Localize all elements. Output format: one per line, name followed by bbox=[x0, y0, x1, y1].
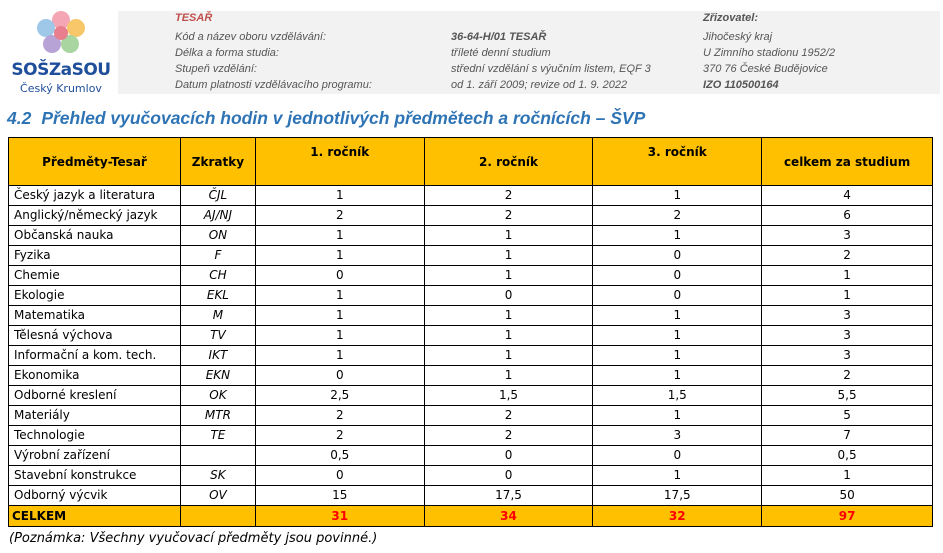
table-row bbox=[9, 186, 933, 206]
cell-subject: Materiály bbox=[9, 406, 181, 426]
cell-year1: 1 bbox=[255, 326, 424, 346]
cell-abbr: ČJL bbox=[180, 186, 255, 206]
info-label-level: Stupeň vzdělání: bbox=[175, 63, 257, 75]
cell-year2: 2 bbox=[424, 426, 593, 446]
cell-year2: 1 bbox=[424, 266, 593, 286]
info-value-validity: od 1. září 2009; revize od 1. 9. 2022 bbox=[451, 79, 628, 91]
cell-year3: 0 bbox=[593, 266, 762, 286]
logo-text-school: SOŠZaSOU bbox=[11, 60, 111, 80]
founder-label: Zřizovatel: bbox=[703, 12, 759, 24]
cell-year3: 3 bbox=[593, 426, 762, 446]
info-value-level: střední vzdělání s výučním listem, EQF 3 bbox=[451, 63, 651, 75]
cell-year1: 0 bbox=[255, 266, 424, 286]
table-row bbox=[9, 366, 933, 386]
cell-abbr: TV bbox=[180, 326, 255, 346]
cell-year1: 2 bbox=[255, 426, 424, 446]
cell-year2: 1,5 bbox=[424, 386, 593, 406]
cell-total: 2 bbox=[762, 246, 933, 266]
total-cell-abbr bbox=[180, 506, 255, 527]
cell-year3: 1 bbox=[593, 366, 762, 386]
cell-abbr: OK bbox=[180, 386, 255, 406]
cell-year3: 1 bbox=[593, 326, 762, 346]
cell-year3: 17,5 bbox=[593, 486, 762, 506]
cell-abbr: OV bbox=[180, 486, 255, 506]
table-row bbox=[9, 466, 933, 486]
cell-year2: 2 bbox=[424, 186, 593, 206]
cell-subject: Výrobní zařízení bbox=[9, 446, 181, 466]
table-header-row bbox=[9, 138, 933, 186]
cell-total: 3 bbox=[762, 346, 933, 366]
table-row bbox=[9, 426, 933, 446]
table-row bbox=[9, 306, 933, 326]
cell-year2: 2 bbox=[424, 406, 593, 426]
table-row bbox=[9, 326, 933, 346]
cell-total: 1 bbox=[762, 266, 933, 286]
cell-year2: 1 bbox=[424, 326, 593, 346]
cell-year1: 1 bbox=[255, 346, 424, 366]
cell-total: 1 bbox=[762, 286, 933, 306]
cell-total: 6 bbox=[762, 206, 933, 226]
cell-year3: 1 bbox=[593, 346, 762, 366]
cell-subject: Ekonomika bbox=[9, 366, 181, 386]
total-cell-year3: 32 bbox=[593, 506, 762, 527]
cell-year1: 1 bbox=[255, 306, 424, 326]
table-row bbox=[9, 446, 933, 466]
cell-total: 2 bbox=[762, 366, 933, 386]
cell-year2: 0 bbox=[424, 446, 593, 466]
footnote: (Poznámka: Všechny vyučovací předměty jsou povinné.) bbox=[9, 531, 378, 546]
cell-abbr: M bbox=[180, 306, 255, 326]
table-row bbox=[9, 246, 933, 266]
info-value-code: 36-64-H/01 TESAŘ bbox=[451, 31, 547, 43]
cell-year3: 0 bbox=[593, 286, 762, 306]
cell-year3: 1 bbox=[593, 306, 762, 326]
cell-subject: Informační a kom. tech. bbox=[9, 346, 181, 366]
cell-year3: 0 bbox=[593, 246, 762, 266]
cell-subject: Český jazyk a literatura bbox=[9, 186, 181, 206]
cell-year3: 1 bbox=[593, 226, 762, 246]
cell-abbr: IKT bbox=[180, 346, 255, 366]
cell-year1: 2,5 bbox=[255, 386, 424, 406]
table-row bbox=[9, 286, 933, 306]
cell-abbr: MTR bbox=[180, 406, 255, 426]
cell-subject: Stavební konstrukce bbox=[9, 466, 181, 486]
founder-city: 370 76 České Budějovice bbox=[703, 63, 828, 75]
total-cell-total: 97 bbox=[762, 506, 933, 527]
cell-year3: 1 bbox=[593, 186, 762, 206]
cell-year3: 1 bbox=[593, 466, 762, 486]
cell-total: 50 bbox=[762, 486, 933, 506]
col-header-abbr: Zkratky bbox=[180, 138, 255, 186]
cell-year2: 2 bbox=[424, 206, 593, 226]
section-title: Přehled vyučovacích hodin v jednotlivých předmětech a ročnících – ŠVP bbox=[41, 108, 646, 128]
cell-year1: 0 bbox=[255, 366, 424, 386]
cell-subject: Fyzika bbox=[9, 246, 181, 266]
cell-year1: 2 bbox=[255, 206, 424, 226]
cell-year1: 0,5 bbox=[255, 446, 424, 466]
total-cell-year1: 31 bbox=[255, 506, 424, 527]
cell-subject: Chemie bbox=[9, 266, 181, 286]
founder-izo: IZO 110500164 bbox=[703, 79, 779, 91]
cell-total: 7 bbox=[762, 426, 933, 446]
cell-abbr: AJ/NJ bbox=[180, 206, 255, 226]
cell-year2: 0 bbox=[424, 466, 593, 486]
info-label-validity: Datum platnosti vzdělávacího programu: bbox=[175, 79, 372, 91]
program-title: TESAŘ bbox=[175, 12, 213, 24]
cell-total: 4 bbox=[762, 186, 933, 206]
col-header-year3: 3. ročník bbox=[593, 138, 762, 186]
cell-year1: 1 bbox=[255, 286, 424, 306]
col-header-subject: Předměty-Tesař bbox=[9, 138, 181, 186]
info-label-code: Kód a název oboru vzdělávání: bbox=[175, 31, 327, 43]
cell-total: 3 bbox=[762, 226, 933, 246]
cell-year2: 0 bbox=[424, 286, 593, 306]
table-row bbox=[9, 486, 933, 506]
cell-total: 3 bbox=[762, 326, 933, 346]
logo-text-town: Český Krumlov bbox=[20, 82, 102, 95]
cell-year3: 0 bbox=[593, 446, 762, 466]
col-header-year2: 2. ročník bbox=[424, 138, 593, 186]
cell-total: 0,5 bbox=[762, 446, 933, 466]
cell-subject: Ekologie bbox=[9, 286, 181, 306]
table-total-row bbox=[9, 506, 933, 527]
cell-subject: Odborný výcvik bbox=[9, 486, 181, 506]
cell-year1: 2 bbox=[255, 406, 424, 426]
cell-year2: 1 bbox=[424, 246, 593, 266]
cell-total: 5 bbox=[762, 406, 933, 426]
info-label-length: Délka a forma studia: bbox=[175, 47, 279, 59]
table-row bbox=[9, 406, 933, 426]
cell-subject: Matematika bbox=[9, 306, 181, 326]
logo-flower-icon bbox=[30, 8, 92, 60]
cell-abbr: EKL bbox=[180, 286, 255, 306]
cell-year2: 1 bbox=[424, 226, 593, 246]
hours-table bbox=[8, 137, 933, 527]
cell-year1: 0 bbox=[255, 466, 424, 486]
cell-year1: 1 bbox=[255, 186, 424, 206]
cell-subject: Odborné kreslení bbox=[9, 386, 181, 406]
cell-year2: 1 bbox=[424, 346, 593, 366]
cell-subject: Anglický/německý jazyk bbox=[9, 206, 181, 226]
table-row bbox=[9, 346, 933, 366]
cell-abbr: TE bbox=[180, 426, 255, 446]
founder-name: Jihočeský kraj bbox=[703, 31, 773, 43]
school-logo bbox=[10, 8, 112, 94]
founder-street: U Zimního stadionu 1952/2 bbox=[703, 47, 836, 59]
cell-year2: 1 bbox=[424, 366, 593, 386]
table-row bbox=[9, 386, 933, 406]
cell-abbr: F bbox=[180, 246, 255, 266]
cell-year2: 1 bbox=[424, 306, 593, 326]
cell-year3: 2 bbox=[593, 206, 762, 226]
info-value-length: tříleté denní studium bbox=[451, 47, 551, 59]
program-info-box bbox=[118, 11, 940, 94]
table-row bbox=[9, 226, 933, 246]
cell-abbr: EKN bbox=[180, 366, 255, 386]
cell-abbr bbox=[180, 446, 255, 466]
col-header-year1: 1. ročník bbox=[255, 138, 424, 186]
cell-total: 5,5 bbox=[762, 386, 933, 406]
cell-year1: 1 bbox=[255, 246, 424, 266]
cell-total: 1 bbox=[762, 466, 933, 486]
total-cell-year2: 34 bbox=[424, 506, 593, 527]
cell-subject: Technologie bbox=[9, 426, 181, 446]
cell-year2: 17,5 bbox=[424, 486, 593, 506]
cell-abbr: ON bbox=[180, 226, 255, 246]
cell-subject: Tělesná výchova bbox=[9, 326, 181, 346]
table-row bbox=[9, 266, 933, 286]
col-header-total: celkem za studium bbox=[762, 138, 933, 186]
cell-year1: 1 bbox=[255, 226, 424, 246]
table-row bbox=[9, 206, 933, 226]
section-number: 4.2 bbox=[7, 108, 32, 128]
total-cell-subject: CELKEM bbox=[9, 506, 181, 527]
cell-year3: 1 bbox=[593, 406, 762, 426]
cell-abbr: CH bbox=[180, 266, 255, 286]
cell-abbr: SK bbox=[180, 466, 255, 486]
cell-total: 3 bbox=[762, 306, 933, 326]
cell-year1: 15 bbox=[255, 486, 424, 506]
cell-year3: 1,5 bbox=[593, 386, 762, 406]
section-heading bbox=[7, 108, 645, 129]
cell-subject: Občanská nauka bbox=[9, 226, 181, 246]
